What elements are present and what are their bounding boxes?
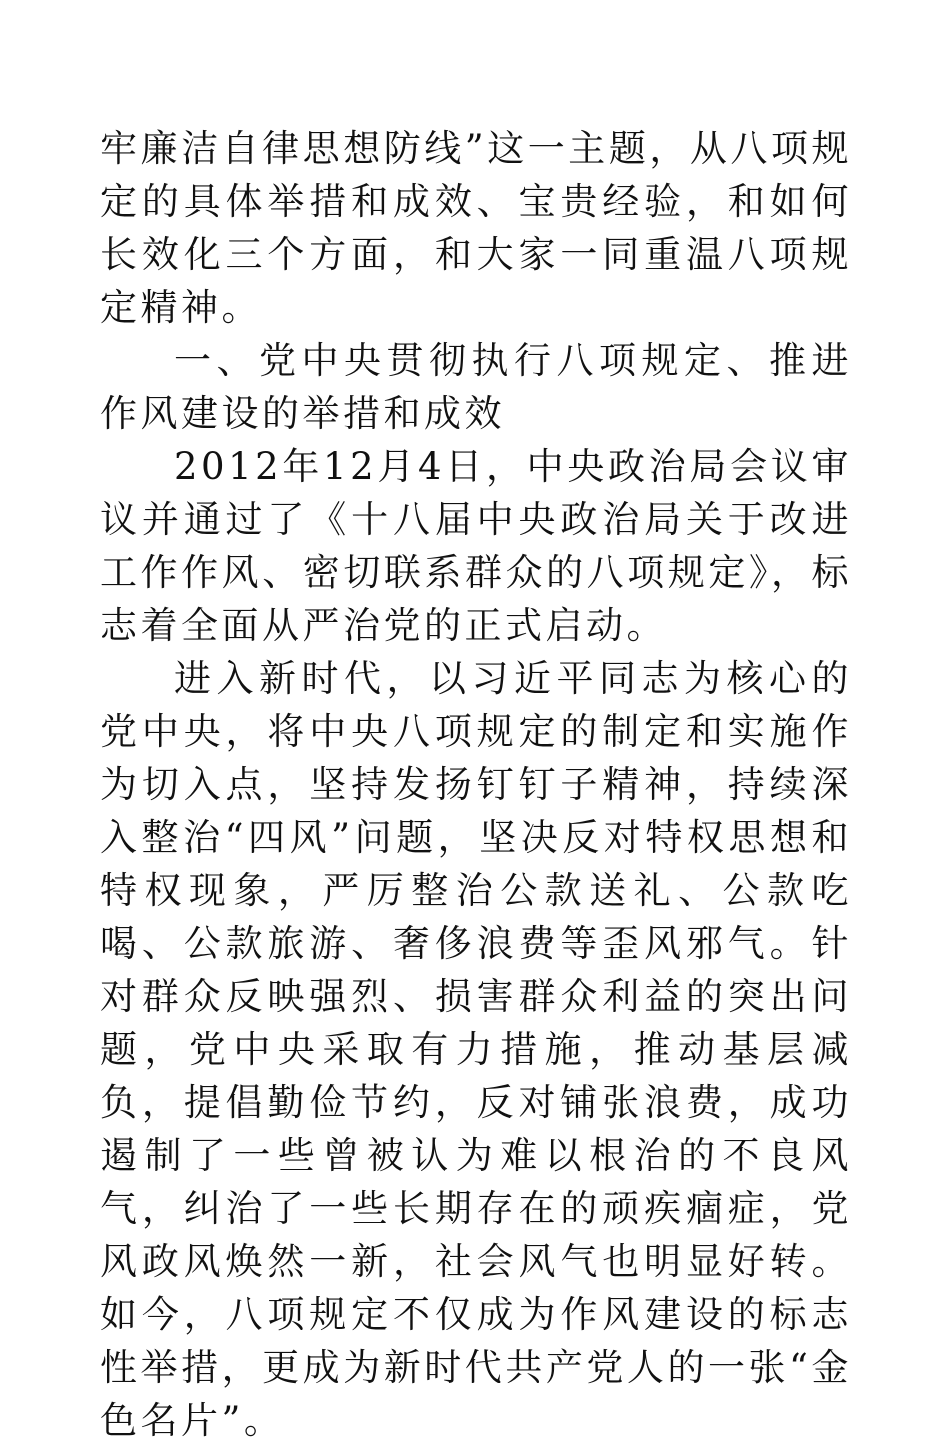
paragraph-date: 2012年12月4日，中央政治局会议审议并通过了《十八届中央政治局关于改进工作作风、密切联系群众的八项规定》，标志着全面从严治党的正式启动。 [100,445,852,647]
paragraph-continued: 牢廉洁自律思想防线”这一主题，从八项规定的具体举措和成效、宝贵经验，和如何长效化三个方面，和大家一同重温八项规定精神。 [100,127,852,329]
document-body [100,122,852,1447]
section-heading: 一、党中央贯彻执行八项规定、推进作风建设的举措和成效 [100,339,852,435]
paragraph-new-era: 进入新时代，以习近平同志为核心的党中央，将中央八项规定的制定和实施作为切入点，坚持发扬钉钉子精神，持续深入整治“四风”问题，坚决反对特权思想和特权现象，严厉整治公款送礼、公款吃喝、公款旅游、奢侈浪费等歪风邪气。针对群众反映强烈、损害群众利益的突出问题，党中央采取有力措施，推动基层减负，提倡勤俭节约，反对铺张浪费，成功遏制了一些曾被认为难以根治的不良风气，纠治了一些长期存在的顽疾痼症，党风政风焕然一新，社会风气也明显好转。如今，八项规定不仅成为作风建设的标志性举措，更成为新时代共产党人的一张“金色名片”。 [100,657,852,1442]
